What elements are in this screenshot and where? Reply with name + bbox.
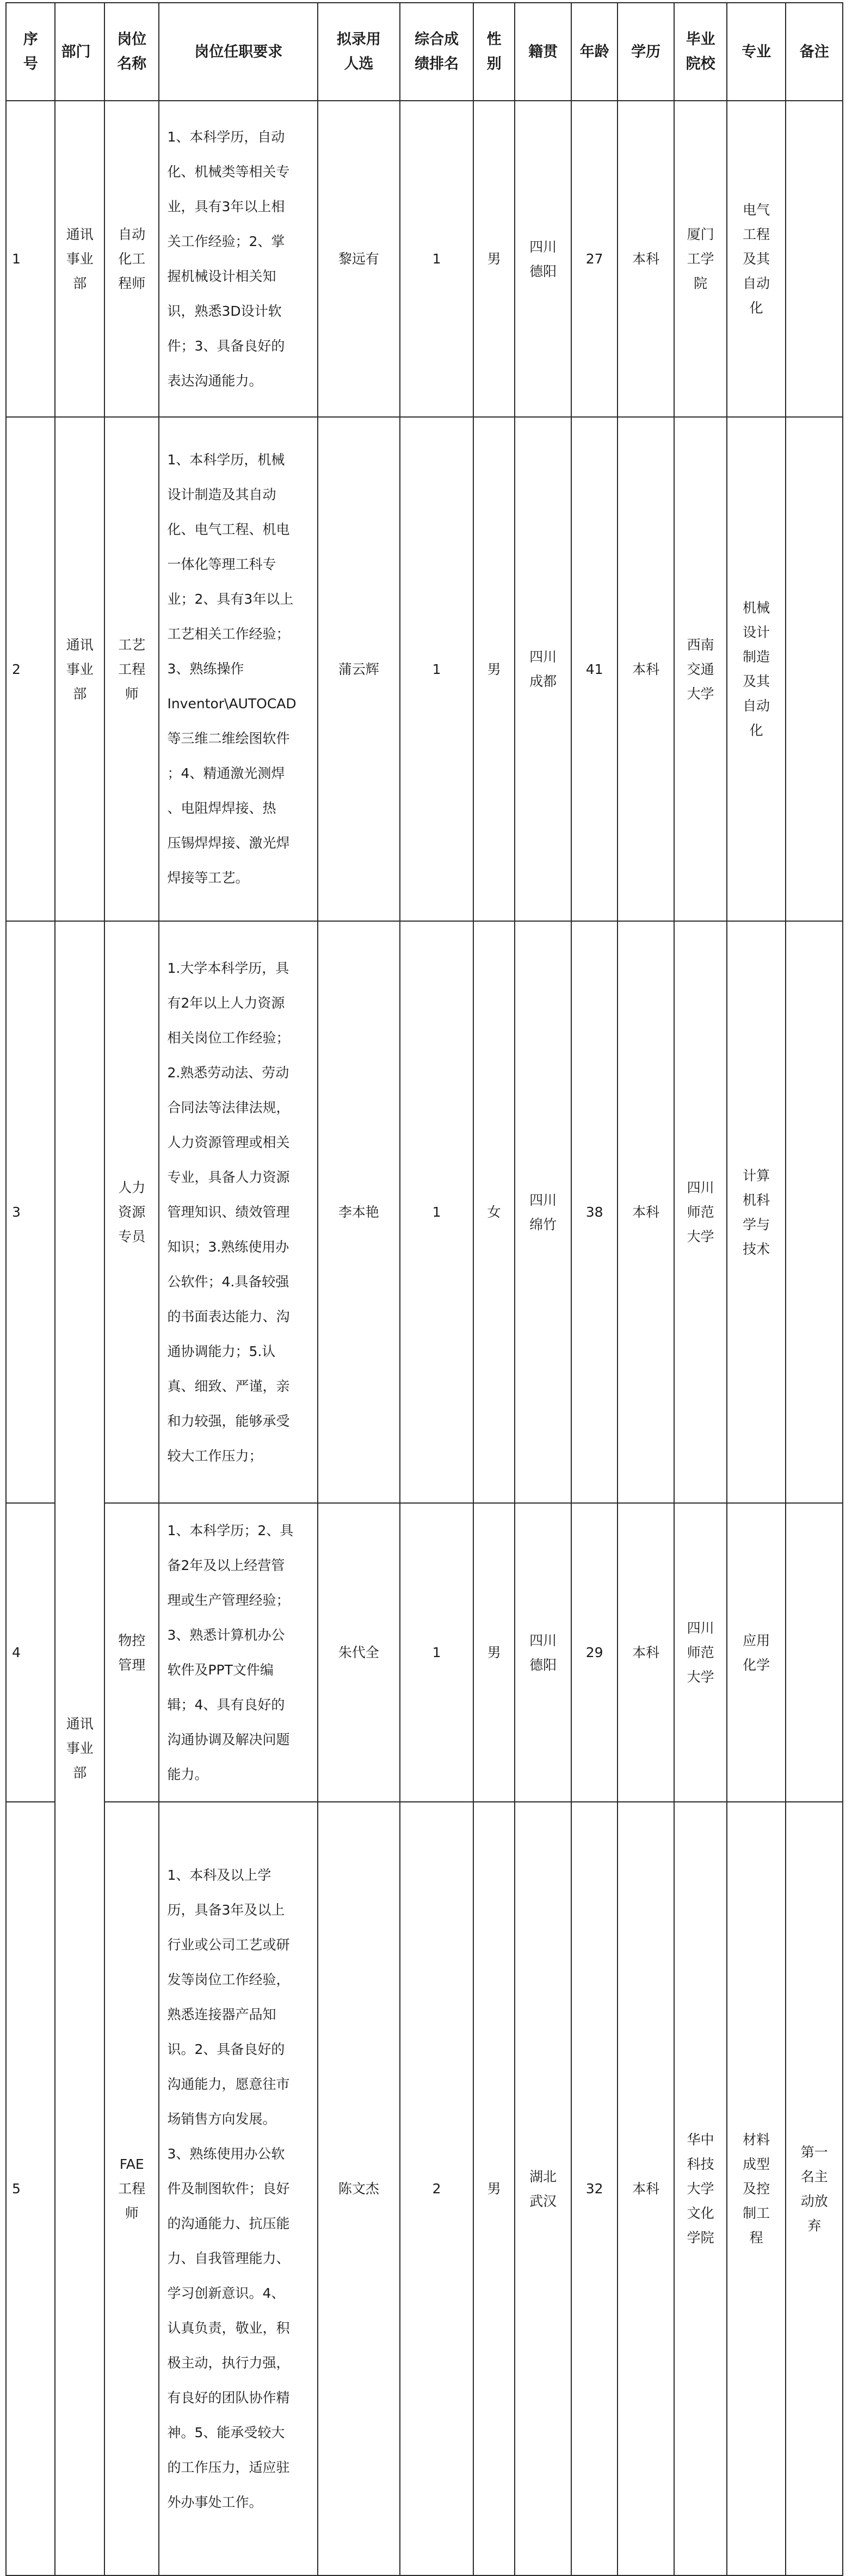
cell-gender: 男	[473, 1503, 514, 1802]
header-major: 专业	[727, 3, 786, 101]
cell-requirements: 1、本科学历，机械 设计制造及其自动 化、电气工程、机电 一体化等理工科专 业；2、具有3年以上 工艺相关工作经验； 3、熟练操作 Inventor\AUTOCAD 等三维二维绘图软件 ；4、精通激光测焊 、电阻焊焊接、热 压锡焊焊接、激光焊 焊接等工艺。	[159, 417, 318, 921]
cell-gender: 男	[473, 417, 514, 921]
cell-seq: 5	[6, 1802, 55, 2575]
cell-dept: 通讯 事业 部	[55, 417, 104, 921]
cell-position: 物控 管理	[104, 1503, 159, 1802]
table-row	[6, 1802, 843, 2575]
cell-education: 本科	[618, 417, 675, 921]
header-gender: 性 别	[473, 3, 514, 101]
cell-candidate: 黎远有	[318, 101, 400, 417]
header-dept: 部门	[55, 3, 104, 101]
header-rank: 综合成 绩排名	[400, 3, 474, 101]
cell-age: 32	[571, 1802, 617, 2575]
cell-major: 应用 化学	[727, 1503, 786, 1802]
cell-school: 四川 师范 大学	[674, 1503, 727, 1802]
table-row	[6, 101, 843, 417]
cell-origin: 四川 绵竹	[515, 921, 572, 1503]
cell-candidate: 陈文杰	[318, 1802, 400, 2575]
header-remark: 备注	[786, 3, 843, 101]
cell-major: 机械 设计 制造 及其 自动 化	[727, 417, 786, 921]
table-row	[6, 1503, 843, 1802]
cell-gender: 男	[473, 1802, 514, 2575]
cell-major: 电气 工程 及其 自动 化	[727, 101, 786, 417]
recruitment-table-container	[5, 2, 843, 2576]
cell-school: 四川 师范 大学	[674, 921, 727, 1503]
cell-education: 本科	[618, 1802, 675, 2575]
table-row	[6, 921, 843, 1503]
cell-rank: 1	[400, 921, 474, 1503]
recruitment-table	[5, 2, 843, 2576]
header-origin: 籍贯	[515, 3, 572, 101]
cell-origin: 四川 德阳	[515, 101, 572, 417]
cell-origin: 湖北 武汉	[515, 1802, 572, 2575]
cell-requirements: 1、本科学历，自动 化、机械类等相关专 业，具有3年以上相 关工作经验；2、掌 握机械设计相关知 识，熟悉3D设计软 件；3、具备良好的 表达沟通能力。	[159, 101, 318, 417]
cell-rank: 1	[400, 101, 474, 417]
cell-major: 计算 机科 学与 技术	[727, 921, 786, 1503]
cell-seq: 4	[6, 1503, 55, 1802]
cell-education: 本科	[618, 101, 675, 417]
cell-school: 华中 科技 大学 文化 学院	[674, 1802, 727, 2575]
cell-age: 29	[571, 1503, 617, 1802]
cell-position: 工艺 工程 师	[104, 417, 159, 921]
cell-rank: 1	[400, 1503, 474, 1802]
cell-gender: 男	[473, 101, 514, 417]
header-school: 毕业 院校	[674, 3, 727, 101]
cell-rank: 2	[400, 1802, 474, 2575]
cell-origin: 四川 成都	[515, 417, 572, 921]
cell-dept: 通讯 事业 部	[55, 101, 104, 417]
cell-education: 本科	[618, 921, 675, 1503]
cell-age: 41	[571, 417, 617, 921]
cell-major: 材料 成型 及控 制工 程	[727, 1802, 786, 2575]
cell-age: 27	[571, 101, 617, 417]
header-position: 岗位 名称	[104, 3, 159, 101]
table-header-row	[6, 3, 843, 101]
cell-rank: 1	[400, 417, 474, 921]
cell-candidate: 李本艳	[318, 921, 400, 1503]
cell-candidate: 朱代全	[318, 1503, 400, 1802]
header-age: 年龄	[571, 3, 617, 101]
header-requirements: 岗位任职要求	[159, 3, 318, 101]
cell-remark	[786, 921, 843, 1503]
cell-gender: 女	[473, 921, 514, 1503]
cell-candidate: 蒲云辉	[318, 417, 400, 921]
cell-education: 本科	[618, 1503, 675, 1802]
cell-requirements: 1、本科学历；2、具 备2年及以上经营管 理或生产管理经验； 3、熟悉计算机办公 软件及PPT文件编 辑；4、具有良好的 沟通协调及解决问题 能力。	[159, 1503, 318, 1802]
cell-seq: 1	[6, 101, 55, 417]
cell-remark	[786, 417, 843, 921]
table-row	[6, 417, 843, 921]
cell-requirements: 1、本科及以上学 历，具备3年及以上 行业或公司工艺或研 发等岗位工作经验， 熟悉连接器产品知 识。2、具备良好的 沟通能力，愿意往市 场销售方向发展。 3、熟练使用办公软 件及制图软件；良好 的沟通能力、抗压能 力、自我管理能力、 学习创新意识。4、 认真负责，敬业，积 极主动，执行力强， 有良好的团队协作精 神。5、能承受较大 的工作压力，适应驻 外办事处工作。	[159, 1802, 318, 2575]
cell-dept-merged: 通讯 事业 部	[55, 921, 104, 2575]
cell-remark	[786, 1503, 843, 1802]
cell-remark	[786, 101, 843, 417]
cell-remark: 第一 名主 动放 弃	[786, 1802, 843, 2575]
cell-seq: 3	[6, 921, 55, 1503]
cell-seq: 2	[6, 417, 55, 921]
cell-position: 人力 资源 专员	[104, 921, 159, 1503]
cell-position: FAE 工程 师	[104, 1802, 159, 2575]
cell-school: 西南 交通 大学	[674, 417, 727, 921]
cell-age: 38	[571, 921, 617, 1503]
cell-origin: 四川 德阳	[515, 1503, 572, 1802]
header-candidate: 拟录用 人选	[318, 3, 400, 101]
header-education: 学历	[618, 3, 675, 101]
cell-school: 厦门 工学 院	[674, 101, 727, 417]
cell-requirements: 1.大学本科学历，具 有2年以上人力资源 相关岗位工作经验； 2.熟悉劳动法、劳动 合同法等法律法规， 人力资源管理或相关 专业，具备人力资源 管理知识、绩效管理 知识；3.熟练使用办 公软件；4.具备较强 的书面表达能力、沟 通协调能力；5.认 真、细致、严谨，亲 和力较强，能够承受 较大工作压力；	[159, 921, 318, 1503]
header-seq: 序 号	[6, 3, 55, 101]
cell-position: 自动 化工 程师	[104, 101, 159, 417]
